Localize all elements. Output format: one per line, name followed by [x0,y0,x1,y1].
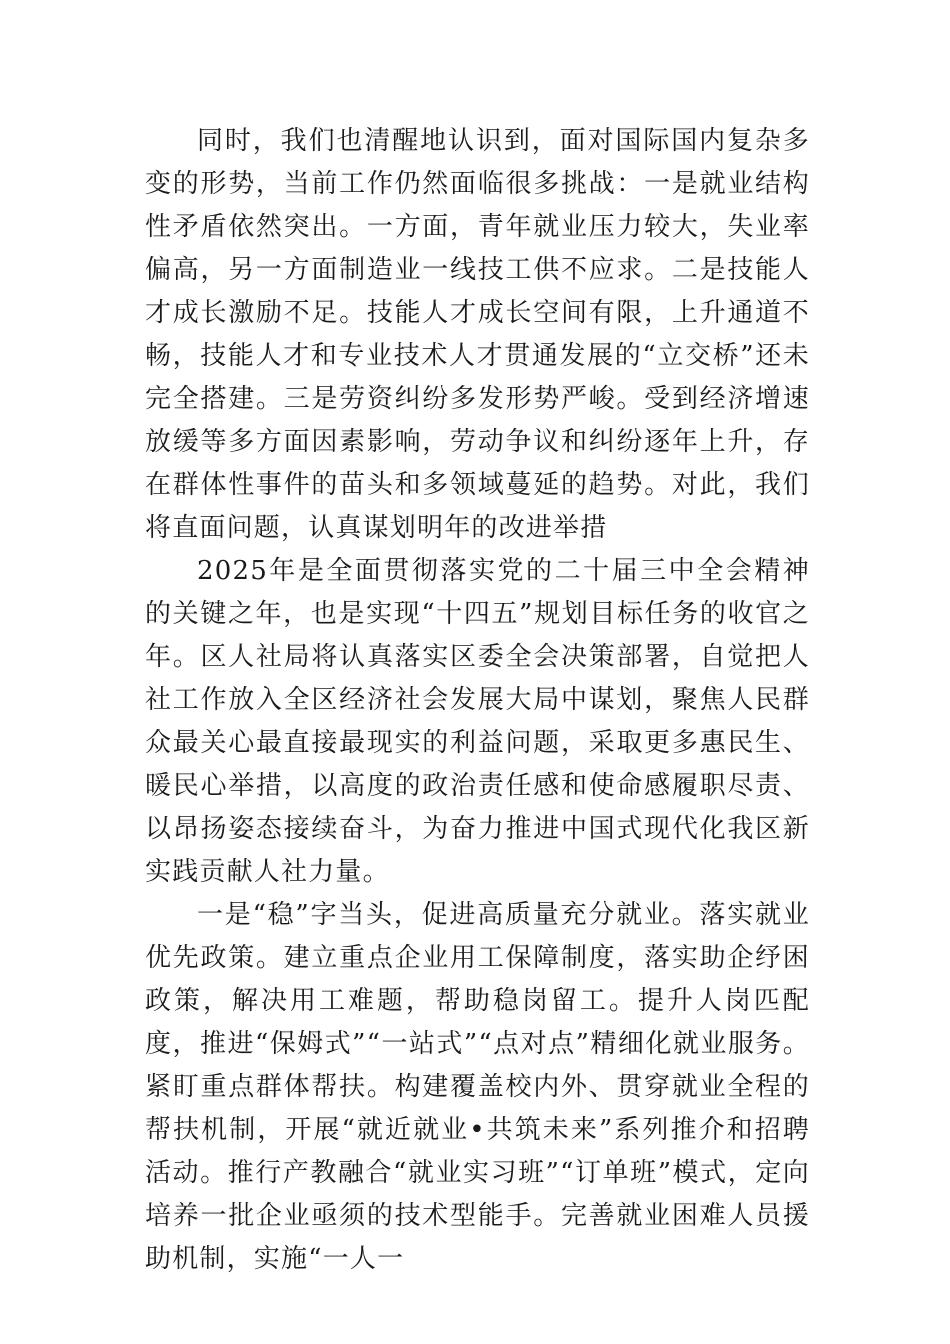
paragraph-2025-outlook: 2025年是全面贯彻落实党的二十届三中全会精神的关键之年，也是实现“十四五”规划目标任务的收官之年。区人社局将认真落实区委全会决策部署，自觉把人社工作放入全区经济社会发展大局中谋划，聚焦人民群众最关心最直接最现实的利益问题，采取更多惠民生、暖民心举措，以高度的政治责任感和使命感履职尽责、以昂扬姿态接续奋斗，为奋力推进中国式现代化我区新实践贡献人社力量。 [145,556,810,887]
document-body [145,120,810,1281]
paragraph-challenges: 同时，我们也清醒地认识到，面对国际国内复杂多变的形势，当前工作仍然面临很多挑战：一是就业结构性矛盾依然突出。一方面，青年就业压力较大，失业率偏高，另一方面制造业一线技工供不应求。二是技能人才成长激励不足。技能人才成长空间有限，上升通道不畅，技能人才和专业技术人才贯通发展的“立交桥”还未完全搭建。三是劳资纠纷多发形势严峻。受到经济增速放缓等多方面因素影响，劳动争议和纠纷逐年上升，存在群体性事件的苗头和多领域蔓延的趋势。对此，我们将直面问题，认真谋划明年的改进举措 [145,126,810,543]
paragraph-employment-measures: 一是“稳”字当头，促进高质量充分就业。落实就业优先政策。建立重点企业用工保障制度，落实助企纾困政策，解决用工难题，帮助稳岗留工。提升人岗匹配度，推进“保姆式”“一站式”“点对点”精细化就业服务。紧盯重点群体帮扶。构建覆盖校内外、贯穿就业全程的帮扶机制，开展“就近就业•共筑未来”系列推介和招聘活动。推行产教融合“就业实习班”“订单班”模式，定向培养一批企业亟须的技术型能手。完善就业困难人员援助机制，实施“一人一 [145,900,810,1274]
